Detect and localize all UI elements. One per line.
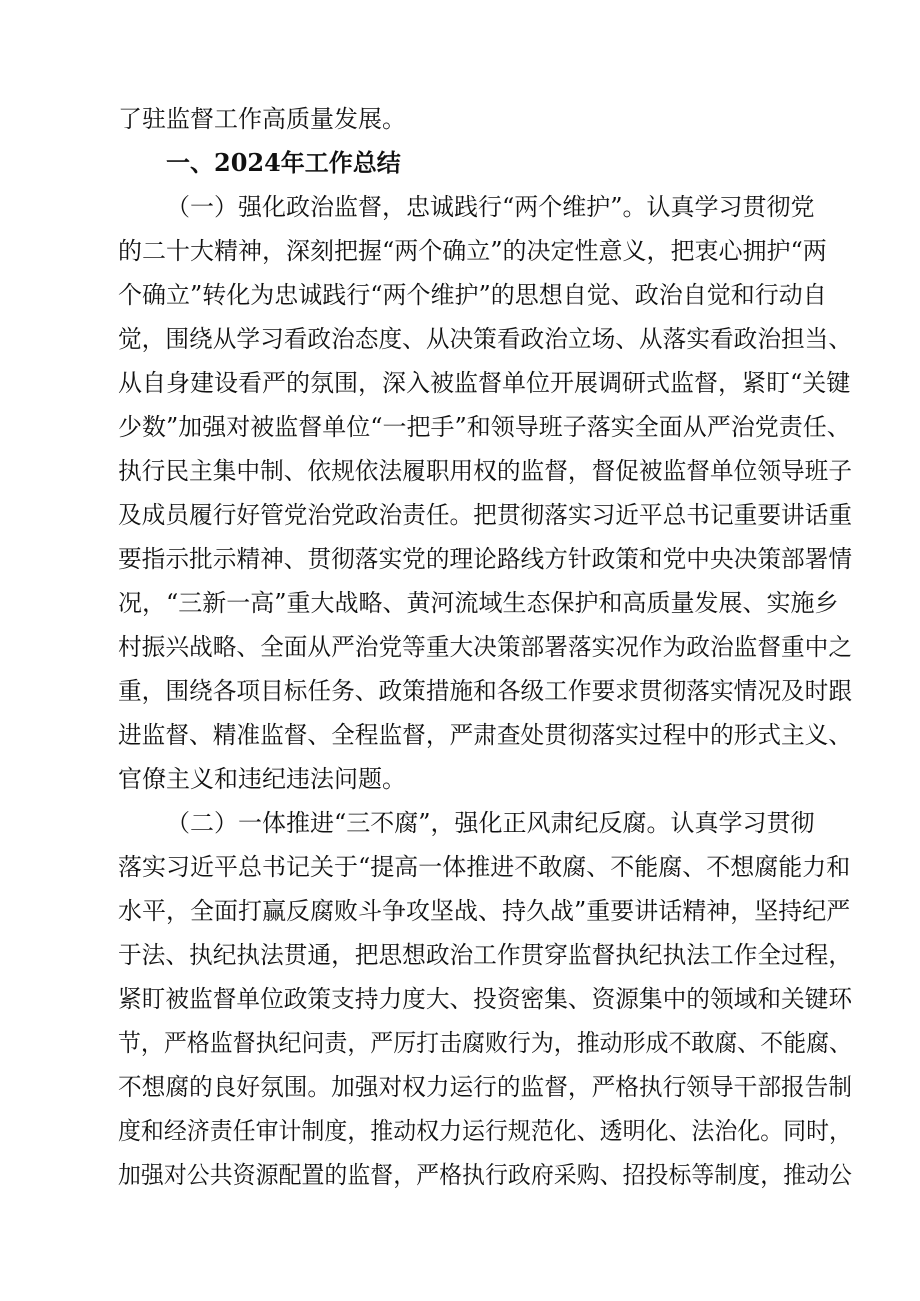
paragraph-line: 于法、执纪执法贯通，把思想政治工作贯穿监督执纪执法工作全过程， — [118, 941, 853, 969]
paragraph-line: 个确立”转化为忠诚践行“两个维护”的思想自觉、政治自觉和行动自 — [118, 281, 827, 309]
paragraph-line: 不想腐的良好氛围。加强对权力运行的监督，严格执行领导干部报告制 — [118, 1073, 853, 1101]
paragraph-line: 落实习近平总书记关于“提高一体推进不敢腐、不能腐、不想腐能力和 — [118, 853, 851, 881]
paragraph-line: 况，“三新一高”重大战略、黄河流域生态保护和高质量发展、实施乡 — [118, 589, 839, 617]
section-heading: 一、2024年工作总结 — [166, 148, 401, 177]
paragraph-line: 要指示批示精神、贯彻落实党的理论路线方针政策和党中央决策部署情 — [118, 545, 853, 573]
paragraph-line: 进监督、精准监督、全程监督，严肃查处贯彻落实过程中的形式主义、 — [118, 721, 853, 749]
paragraph-line: 紧盯被监督单位政策支持力度大、投资密集、资源集中的领域和关键环 — [118, 985, 853, 1013]
paragraph-line: 水平，全面打赢反腐败斗争攻坚战、持久战”重要讲话精神，坚持纪严 — [118, 897, 851, 925]
paragraph-line: 度和经济责任审计制度，推动权力运行规范化、透明化、法治化。同时， — [118, 1117, 852, 1145]
paragraph-line: 从自身建设看严的氛围，深入被监督单位开展调研式监督，紧盯“关键 — [118, 369, 851, 397]
paragraph-line: 少数”加强对被监督单位“一把手”和领导班子落实全面从严治党责任、 — [118, 413, 851, 441]
paragraph-line: 及成员履行好管党治党政治责任。把贯彻落实习近平总书记重要讲话重 — [118, 501, 853, 529]
paragraph-line: 觉，围绕从学习看政治态度、从决策看政治立场、从落实看政治担当、 — [118, 325, 853, 353]
paragraph-line: 村振兴战略、全面从严治党等重大决策部署落实况作为政治监督重中之 — [118, 633, 853, 661]
paragraph-line: （二）一体推进“三不腐”，强化正风肃纪反腐。认真学习贯彻 — [166, 809, 815, 837]
paragraph-line: 官僚主义和违纪违法问题。 — [118, 765, 406, 793]
paragraph-line: 加强对公共资源配置的监督，严格执行政府采购、招投标等制度，推动公 — [118, 1161, 852, 1189]
intro-tail-line: 了驻监督工作高质量发展。 — [118, 105, 406, 133]
paragraph-line: 执行民主集中制、依规依法履职用权的监督，督促被监督单位领导班子 — [118, 457, 853, 485]
paragraph-line: 重，围绕各项目标任务、政策措施和各级工作要求贯彻落实情况及时跟 — [118, 677, 853, 705]
paragraph-line: （一）强化政治监督，忠诚践行“两个维护”。认真学习贯彻党 — [166, 193, 815, 221]
paragraph-line: 的二十大精神，深刻把握“两个确立”的决定性意义，把衷心拥护“两 — [118, 237, 827, 265]
paragraph-line: 节，严格监督执纪问责，严厉打击腐败行为，推动形成不敢腐、不能腐、 — [118, 1029, 852, 1057]
